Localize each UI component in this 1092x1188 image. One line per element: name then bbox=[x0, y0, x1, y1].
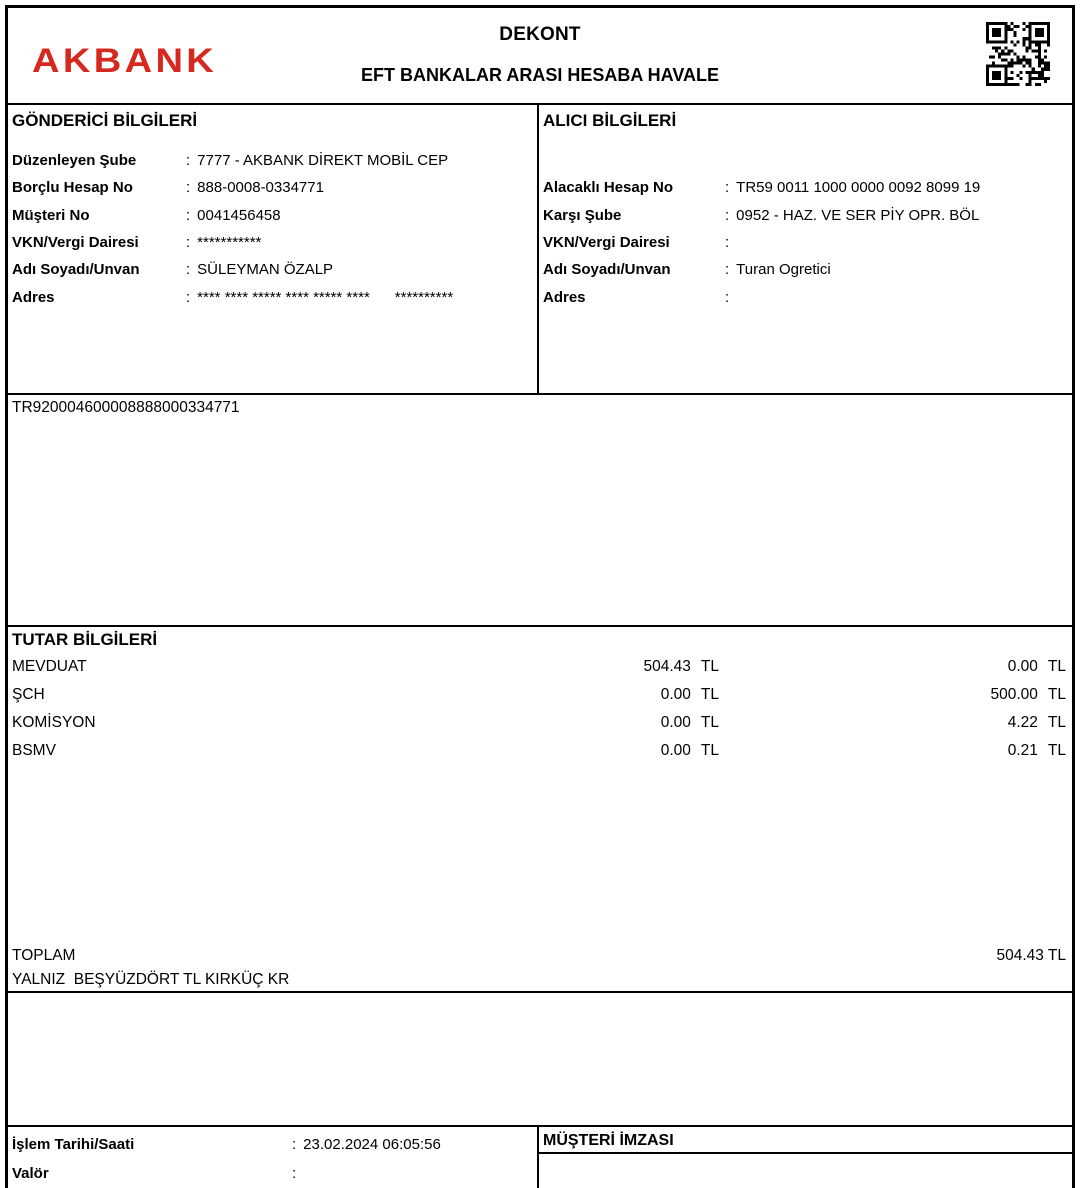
field-row bbox=[543, 256, 1068, 283]
currency-label: TL bbox=[1047, 714, 1066, 732]
field-row bbox=[12, 202, 533, 229]
amount-rows bbox=[8, 653, 1072, 765]
amount-value: 504.43 bbox=[643, 658, 691, 676]
field-label: Adı Soyadı/Unvan bbox=[543, 261, 671, 279]
field-label: Karşı Şube bbox=[543, 206, 622, 224]
parties-section bbox=[8, 105, 1072, 395]
amount-col1 bbox=[607, 737, 719, 765]
amount-col1 bbox=[607, 653, 719, 681]
field-row bbox=[12, 147, 533, 174]
field-row bbox=[543, 174, 1068, 201]
field-value: 23.02.2024 06:05:56 bbox=[303, 1136, 441, 1153]
field-value: TR59 0011 1000 0000 0092 8099 19 bbox=[736, 179, 981, 197]
recipient-section-title: ALICI BİLGİLERİ bbox=[543, 110, 677, 130]
field-label: Adı Soyadı/Unvan bbox=[12, 261, 140, 279]
footer-rows bbox=[12, 1130, 533, 1188]
currency-label: TL bbox=[1047, 658, 1066, 676]
footer bbox=[8, 1127, 1072, 1188]
field-separator: : bbox=[186, 288, 191, 306]
field-separator: : bbox=[725, 206, 730, 224]
sender-rows bbox=[12, 147, 533, 311]
field-value: 7777 - AKBANK DİREKT MOBİL CEP bbox=[197, 151, 449, 169]
receipt-document bbox=[5, 5, 1075, 1188]
field-label: Valör bbox=[12, 1165, 49, 1182]
field-row bbox=[12, 1130, 533, 1159]
amount-col2 bbox=[954, 709, 1066, 737]
field-value: Turan Ogretici bbox=[736, 261, 831, 279]
total-label: TOPLAM bbox=[12, 947, 76, 965]
amount-value: 0.00 bbox=[1007, 658, 1038, 676]
amount-value: 0.00 bbox=[660, 686, 691, 704]
field-row bbox=[543, 284, 1068, 311]
field-separator: : bbox=[725, 233, 730, 251]
signature-title: MÜŞTERİ İMZASI bbox=[539, 1127, 1072, 1154]
qr-code-icon bbox=[986, 22, 1050, 86]
field-separator: : bbox=[725, 179, 730, 197]
amount-row bbox=[8, 709, 1072, 737]
amount-col2 bbox=[954, 737, 1066, 765]
currency-label: TL bbox=[1047, 742, 1066, 760]
document-subtitle: EFT BANKALAR ARASI HESABA HAVALE bbox=[361, 65, 719, 85]
field-row bbox=[12, 284, 533, 311]
akbank-logo: AKBANK bbox=[32, 42, 218, 80]
transaction-info-panel bbox=[8, 1127, 539, 1188]
signature-area bbox=[539, 1154, 1072, 1182]
amount-value: 0.00 bbox=[660, 742, 691, 760]
amount-label: KOMİSYON bbox=[12, 714, 96, 732]
field-value: 0041456458 bbox=[197, 206, 281, 224]
recipient-panel bbox=[539, 105, 1072, 393]
field-label: VKN/Vergi Dairesi bbox=[12, 233, 139, 251]
currency-label: TL bbox=[700, 714, 719, 732]
currency-label: TL bbox=[1047, 686, 1066, 704]
field-label: Adres bbox=[543, 288, 586, 306]
field-separator: : bbox=[725, 288, 730, 306]
amounts-section bbox=[8, 627, 1072, 993]
field-label: Adres bbox=[12, 288, 55, 306]
reference-section bbox=[8, 395, 1072, 627]
amount-col1 bbox=[607, 681, 719, 709]
field-row bbox=[543, 202, 1068, 229]
field-value: 0952 - HAZ. VE SER PİY OPR. BÖL bbox=[736, 206, 980, 224]
amount-row bbox=[8, 737, 1072, 765]
field-separator: : bbox=[292, 1136, 297, 1153]
field-separator: : bbox=[186, 233, 191, 251]
header bbox=[8, 8, 1072, 105]
amount-col2 bbox=[954, 653, 1066, 681]
amount-row bbox=[8, 653, 1072, 681]
amount-value: 500.00 bbox=[990, 686, 1038, 704]
amount-row bbox=[8, 681, 1072, 709]
field-label bbox=[543, 147, 725, 174]
signature-panel bbox=[539, 1127, 1072, 1188]
field-separator: : bbox=[186, 179, 191, 197]
sender-panel bbox=[8, 105, 539, 393]
field-row bbox=[543, 147, 1068, 174]
total-row bbox=[8, 945, 1072, 967]
amounts-section-title: TUTAR BİLGİLERİ bbox=[12, 630, 158, 650]
field-row bbox=[12, 1159, 533, 1188]
field-row bbox=[12, 229, 533, 256]
field-label: VKN/Vergi Dairesi bbox=[543, 233, 670, 251]
document-title: DEKONT bbox=[499, 24, 581, 45]
field-label: İşlem Tarihi/Saati bbox=[12, 1136, 135, 1153]
field-label: Düzenleyen Şube bbox=[12, 151, 137, 169]
recipient-rows bbox=[543, 147, 1068, 311]
field-label: Müşteri No bbox=[12, 206, 90, 224]
field-label: Borçlu Hesap No bbox=[12, 179, 133, 197]
amount-col2 bbox=[954, 681, 1066, 709]
amount-label: ŞCH bbox=[12, 686, 45, 704]
field-value: *********** bbox=[197, 233, 262, 251]
amount-value: 0.00 bbox=[660, 714, 691, 732]
amount-in-words: YALNIZ BEŞYÜZDÖRT TL KIRKÜÇ KR bbox=[12, 971, 290, 989]
sender-section-title: GÖNDERİCİ BİLGİLERİ bbox=[12, 110, 198, 130]
field-row bbox=[12, 174, 533, 201]
reference-number: TR920004600008888000334771 bbox=[12, 398, 240, 416]
amount-value: 0.21 bbox=[1007, 742, 1038, 760]
field-separator: : bbox=[186, 261, 191, 279]
field-separator: : bbox=[725, 261, 730, 279]
field-value: **** **** ***** **** ***** **** ********** bbox=[197, 288, 454, 306]
field-separator: : bbox=[186, 151, 191, 169]
total-value: 504.43 TL bbox=[996, 947, 1066, 965]
field-row bbox=[12, 256, 533, 283]
field-separator: : bbox=[292, 1165, 297, 1182]
amount-label: BSMV bbox=[12, 742, 56, 760]
amount-value: 4.22 bbox=[1007, 714, 1038, 732]
amount-label: MEVDUAT bbox=[12, 658, 87, 676]
currency-label: TL bbox=[700, 658, 719, 676]
currency-label: TL bbox=[700, 686, 719, 704]
notes-empty-box bbox=[8, 993, 1072, 1127]
field-value: SÜLEYMAN ÖZALP bbox=[197, 261, 334, 279]
currency-label: TL bbox=[700, 742, 719, 760]
amount-col1 bbox=[607, 709, 719, 737]
field-separator: : bbox=[186, 206, 191, 224]
field-value: 888-0008-0334771 bbox=[197, 179, 324, 197]
field-label: Alacaklı Hesap No bbox=[543, 179, 674, 197]
field-row bbox=[543, 229, 1068, 256]
